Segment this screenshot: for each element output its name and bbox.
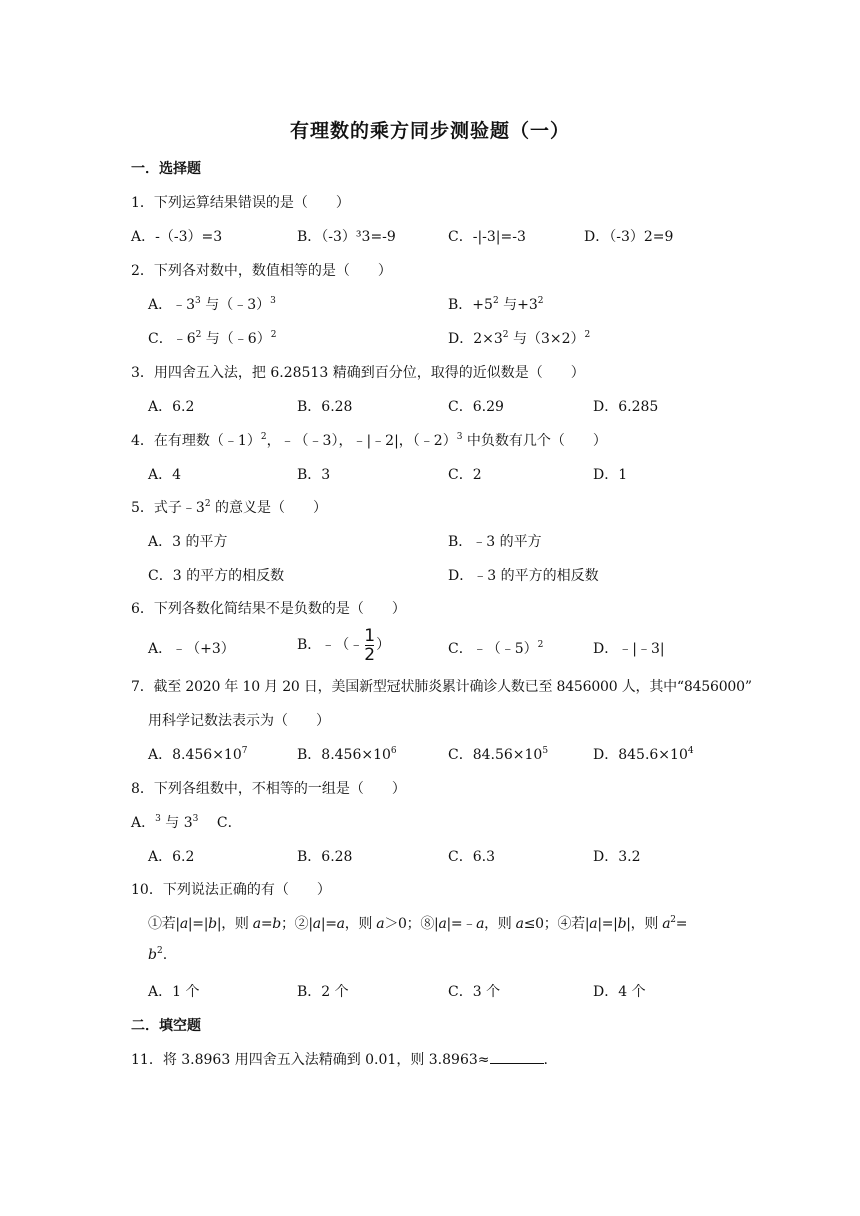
question-7-option-a: A．$8.456\times 10^7$: [148, 746, 248, 763]
page-title: 有理数的乘方同步测验题（一）: [289, 120, 570, 142]
question-2-option-c: C．$﹣6^2$ 与（﹣6）$^2$: [148, 330, 277, 347]
question-4-option-b: B．3: [297, 467, 331, 483]
question-10-statements-line1: ①若|a|=|b|，则 a=b；②|a|=a，则 a＞0；⑧|a|=﹣a，则 a≤0；④若|a|=|b|，则 $a^2=$: [148, 915, 688, 932]
question-5-option-d: D．﹣3 的平方的相反数: [448, 568, 599, 584]
fraction-one-half: $\frac{1}{2}$: [364, 625, 376, 665]
question-10-option-d: D．4 个: [593, 984, 646, 1000]
question-4-option-c: C．2: [448, 467, 482, 483]
question-1-option-b: B．（-3）³3=-9: [297, 229, 396, 245]
question-8-option-d: D．3.2: [593, 849, 641, 865]
question-6-option-d: D．﹣|﹣3|: [593, 641, 665, 657]
question-1-stem: 1．下列运算结果错误的是（ ）: [131, 195, 350, 211]
question-10-statements-line2: $b^2$.: [148, 946, 168, 963]
question-10-option-a: A．1 个: [148, 984, 200, 1000]
question-1-option-d: D．（-3）2=9: [584, 229, 674, 245]
question-7-stem-line1: 7．截至 2020 年 10 月 20 日，美国新型冠状肺炎累计确诊人数已至 8456000 人，其中“8456000”: [131, 679, 752, 695]
question-2-option-b: B．$+5^2$ 与$+3^2$: [448, 296, 544, 313]
question-3-stem: 3．用四舍五入法，把 6.28513 精确到百分位，取得的近似数是（ ）: [131, 365, 585, 381]
question-6-option-a: A．﹣（+3）: [148, 641, 235, 657]
question-7-option-d: D．$845.6\times 10^4$: [593, 746, 694, 763]
question-2-option-a: A．$﹣3^3$ 与（﹣3）$^3$: [148, 296, 276, 313]
question-8-option-a: A．6.2: [148, 849, 195, 865]
question-11-stem: 11．将 3.8963 用四舍五入法精确到 0.01，则 3.8963≈ .: [131, 1052, 548, 1068]
question-6-option-b: B．﹣（﹣ $\frac{1}{2}$ ）: [297, 625, 391, 665]
question-10-stem: 10．下列说法正确的有（ ）: [131, 882, 331, 898]
question-4-option-a: A．4: [148, 467, 182, 483]
question-3-option-a: A．6.2: [148, 399, 195, 415]
question-7-option-b: B．$8.456\times 10^6$: [297, 746, 397, 763]
question-4-stem: 4．在有理数（﹣1）$^2$，﹣（﹣3），﹣|﹣2|，（﹣2）$^3$ 中负数有几个（ ）: [131, 432, 607, 449]
question-6-option-c: C．﹣（﹣5）$^2$: [448, 640, 544, 657]
question-8-option-b: B．6.28: [297, 849, 353, 865]
question-8-option-c: C．6.3: [448, 849, 495, 865]
question-6-stem: 6．下列各数化简结果不是负数的是（ ）: [131, 601, 406, 617]
question-2-option-d: D．$2\times 3^2$ 与$(3\times 2)^2$: [448, 330, 591, 347]
question-5-option-b: B．﹣3 的平方: [448, 534, 542, 550]
question-3-option-b: B．6.28: [297, 399, 353, 415]
question-8-stem: 8．下列各组数中，不相等的一组是（ ）: [131, 781, 406, 797]
answer-blank[interactable]: [490, 1051, 544, 1064]
question-8-garbled-line: A．$^3$ 与 $3^3$ C．: [131, 814, 242, 831]
section-heading-fill: 二．填空题: [131, 1018, 201, 1034]
section-heading-choice: 一．选择题: [131, 161, 201, 177]
question-4-option-d: D．1: [593, 467, 628, 483]
question-5-stem: 5．式子$﹣3^2$ 的意义是（ ）: [131, 499, 328, 516]
question-7-option-c: C．$84.56\times 10^5$: [448, 746, 549, 763]
question-10-option-b: B．2 个: [297, 984, 349, 1000]
question-3-option-c: C．6.29: [448, 399, 504, 415]
question-7-stem-line2: 用科学记数法表示为（ ）: [148, 713, 330, 729]
question-5-option-c: C．3 的平方的相反数: [148, 568, 285, 584]
question-1-option-c: C．-|-3|=-3: [448, 229, 526, 245]
question-3-option-d: D．6.285: [593, 399, 659, 415]
question-5-option-a: A．3 的平方: [148, 534, 228, 550]
question-2-stem: 2．下列各对数中，数值相等的是（ ）: [131, 263, 392, 279]
question-1-option-a: A．-（-3）=3: [131, 229, 223, 245]
question-10-option-c: C．3 个: [448, 984, 501, 1000]
